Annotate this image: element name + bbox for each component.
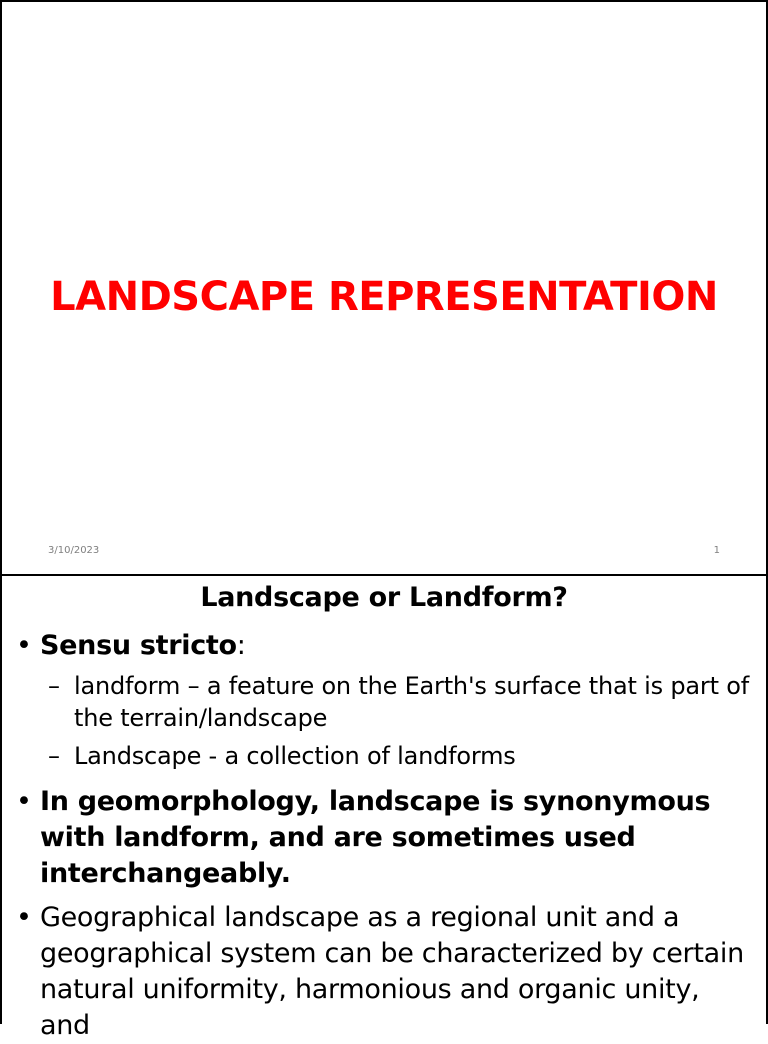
sub-item-text: Landscape - a collection of landforms <box>74 742 516 770</box>
dash-glyph: – <box>48 672 60 700</box>
bullet-glyph: • <box>16 902 32 933</box>
dash-glyph: – <box>48 742 60 770</box>
sub-item-landscape <box>48 740 758 772</box>
sensu-label: Sensu stricto <box>40 630 237 661</box>
bullet-glyph: • <box>16 630 32 661</box>
slide-2 <box>0 574 768 1041</box>
sub-item-text: landform – a feature on the Earth's surface that is part of the terrain/landscape <box>74 672 749 732</box>
slide-page-number: 1 <box>713 545 720 556</box>
sub-item-landform <box>48 670 758 734</box>
bullet-sensu-stricto <box>16 628 756 664</box>
slide-title: LANDSCAPE REPRESENTATION <box>50 274 718 320</box>
geographical-text: Geographical landscape as a regional unit and a geographical system can be characterized by certain natural uniformity, harmonious and organic unity, and <box>40 902 744 1041</box>
sensu-colon: : <box>236 630 246 661</box>
bullet-geomorphology <box>16 784 756 892</box>
bullet-geographical <box>16 900 756 1044</box>
geomorphology-text: In geomorphology, landscape is synonymous with landform, and are sometimes used interchangeably. <box>40 786 711 889</box>
slide-heading: Landscape or Landform? <box>200 582 568 613</box>
slide-date: 3/10/2023 <box>48 545 100 556</box>
bullet-glyph: • <box>16 786 32 817</box>
